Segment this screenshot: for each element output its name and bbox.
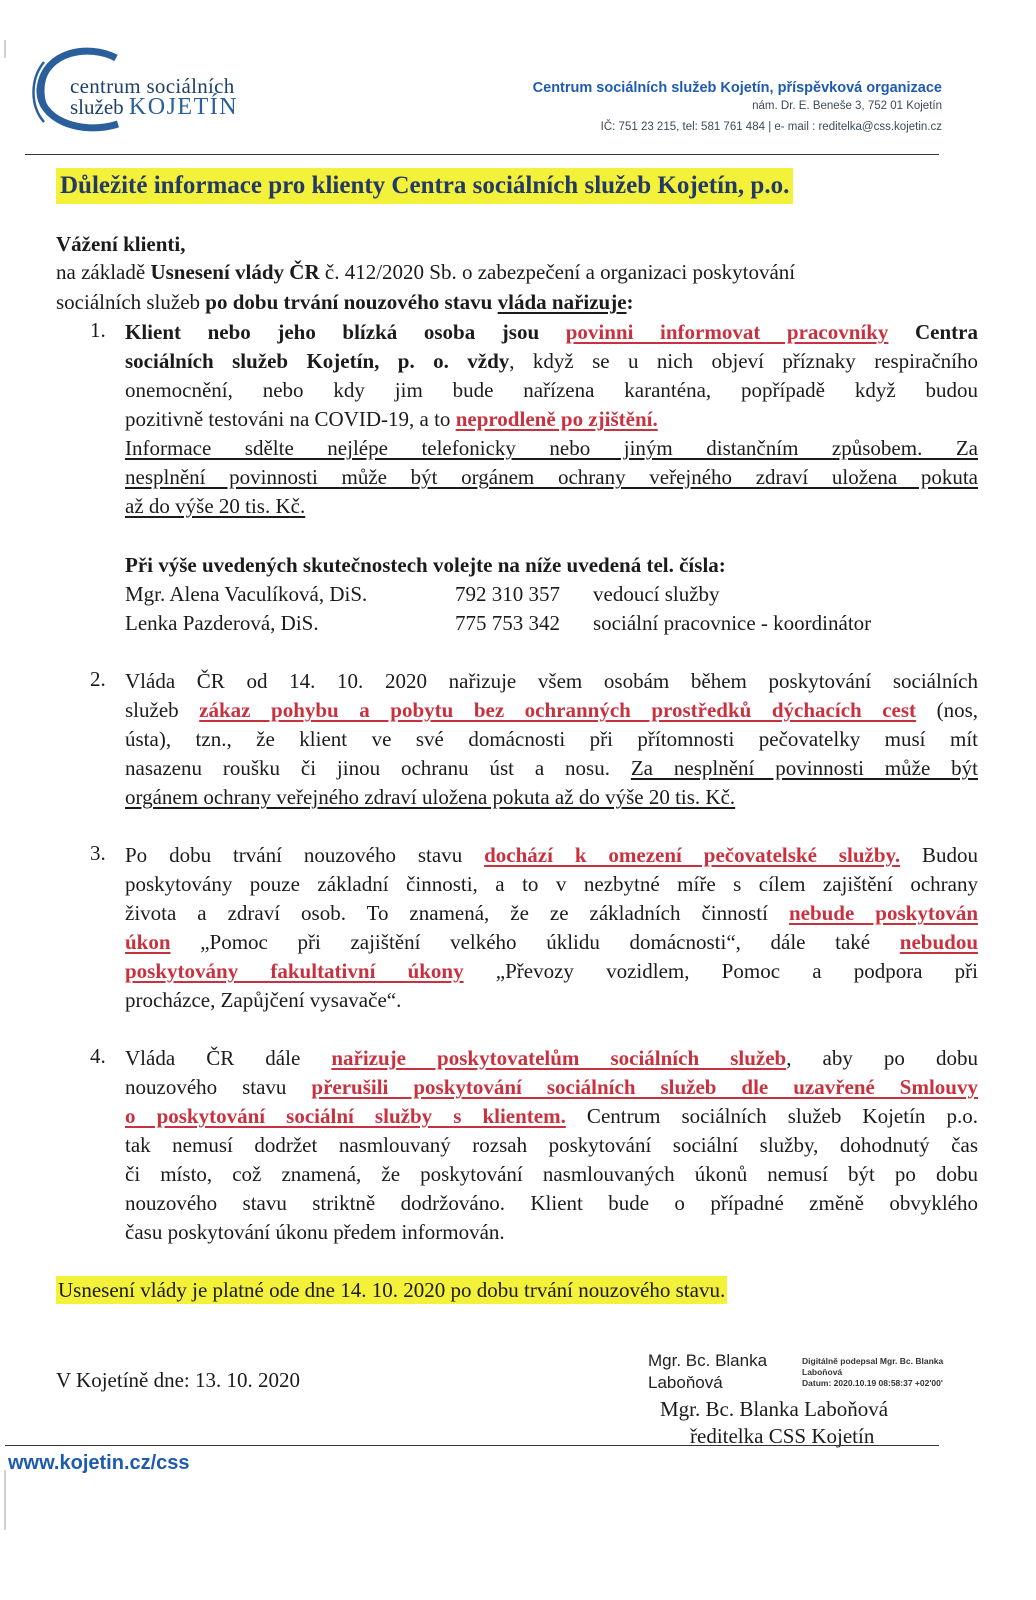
text-span: neprodleně po zjištění. [455,407,658,431]
text-span: „Převozy vozidlem, Pomoc a podpora při [463,959,979,983]
item-number-4: 4. [90,1044,106,1068]
item2-line-2 [125,696,978,726]
text-span: Vláda ČR dále [125,1046,332,1070]
contact-phone: 775 753 342 [455,611,560,635]
item4-line-2 [125,1073,978,1103]
text-span: nebude poskytován [788,901,978,925]
logo-text-small: služeb [70,95,124,119]
header-divider [25,154,939,155]
item4-line-4: tak nemusí dodržet nasmlouvaný rozsah poskytování sociální služby, dohodnutý čas [125,1133,978,1157]
contact-name: Lenka Pazderová, DiS. [125,611,319,635]
text-span: sociálních služeb [56,290,206,314]
text-span: , když se u nich objeví příznaky respiračního [509,349,978,373]
item-number-2: 2. [90,667,106,691]
text-span: úkon [125,930,171,954]
item1-line-1 [125,318,978,348]
highlighted-text: Usnesení vlády je platné ode dne 14. 10. 2020 po dobu trvání nouzového stavu. [58,1278,726,1302]
contacts-heading: Při výše uvedených skutečnostech volejte na níže uvedená tel. čísla: [125,553,726,577]
item2-line-3: ústa), tzn., že klient ve své domácnosti při přítomnosti pečovatelky musí mít [125,727,978,751]
text-span: dochází k omezení pečovatelské služby. [484,843,901,867]
text-span: : [626,290,634,314]
item2-line-1: Vláda ČR od 14. 10. 2020 nařizuje všem osobám během poskytování sociálních [125,669,978,693]
text-span: nasazenu roušku či jinou ochranu úst a nosu. [125,756,631,780]
text-span: Datum: 2020.10.19 08:58:37 +02'00' [802,1378,943,1388]
text-span: na základě [56,260,151,284]
text-span: , aby po dobu [786,1046,978,1070]
text-span: života a zdraví osob. To znamená, že ze základních činností [125,901,789,925]
item1-line-4 [125,405,658,435]
text-span: služeb [125,698,200,722]
text-span: nebudou [899,930,978,954]
footer-divider [5,1445,939,1446]
item1-line-6: nesplnění povinnosti může být orgánem ochrany veřejného zdraví uložena pokuta [125,465,978,489]
signatory-name: Mgr. Bc. Blanka Laboňová [660,1397,889,1421]
item3-line-3 [125,899,978,929]
text-span: po dobu trvání nouzového stavu [205,290,498,314]
item2-line-4 [125,754,978,784]
scan-edge-mark [4,1470,6,1530]
text-span: nouzového stavu [125,1075,312,1099]
footer-url-link[interactable]: www.kojetin.cz/css [8,1452,190,1474]
text-span: Po dobu trvání nouzového stavu [125,843,485,867]
item1-line-2 [125,347,978,377]
text-span: poskytovány fakultativní úkony [125,959,464,983]
item3-line-6: procházce, Zapůjčení vysavače“. [125,988,402,1012]
text-span: pozitivně testováni na COVID-19, a to [125,407,456,431]
logo-text-big: KOJETÍN [128,94,239,120]
org-address: nám. Dr. E. Beneše 3, 752 01 Kojetín [752,100,942,112]
contact-role: vedoucí služby [593,582,720,606]
scan-edge-mark [4,40,6,58]
item3-line-1 [125,841,978,871]
signatory-position: ředitelka CSS Kojetín [690,1424,875,1448]
text-span: zákaz pohybu a pobytu bez ochranných prostředků dýchacích cest [199,698,917,722]
item2-line-5: orgánem ochrany veřejného zdraví uložena pokuta až do výše 20 tis. Kč. [125,785,736,809]
item1-line-7: až do výše 20 tis. Kč. [125,494,306,518]
logo-text-line2 [70,94,238,121]
text-span: nařizuje poskytovatelům sociálních služeb [331,1046,787,1070]
text-span: Laboňová [648,1373,723,1392]
item-number-1: 1. [90,318,106,342]
intro-line-1 [56,258,795,288]
text-span: povinni informovat pracovníky [565,320,889,344]
text-span: Usnesení vlády ČR [150,260,320,284]
item-number-3: 3. [90,841,106,865]
item4-line-3 [125,1102,978,1132]
text-span: „Pomoc při zajištění velkého úklidu domácnosti“, dále také [170,930,900,954]
text-span: o poskytování sociální služby s klientem. [125,1104,566,1128]
text-span: Klient nebo jeho blízká osoba jsou [125,320,566,344]
text-span: Laboňová [802,1367,843,1377]
org-contact: IČ: 751 23 215, tel: 581 761 484 | e- mail : reditelka@css.kojetin.cz [600,121,942,133]
item3-line-4 [125,928,978,958]
intro-line-2 [56,288,634,318]
item1-line-3: onemocnění, nebo kdy jim bude nařízena karanténa, popřípadě když budou [125,378,978,402]
item4-line-7: času poskytování úkonu předem informován. [125,1220,505,1244]
place-date: V Kojetíně dne: 13. 10. 2020 [56,1368,301,1392]
item4-line-5: či místo, což znamená, že poskytování nasmlouvaných úkonů nemusí být po dobu [125,1162,978,1186]
text-span: vláda nařizuje [497,290,627,314]
text-span: (nos, [916,698,978,722]
text-span: sociálních služeb Kojetín, p. o. vždy [125,349,510,373]
item4-line-1 [125,1044,978,1074]
contact-role: sociální pracovnice - koordinátor [593,611,872,635]
greeting: Vážení klienti, [56,232,186,256]
digital-signature-info [802,1356,943,1389]
text-span: Budou [900,843,978,867]
item3-line-5 [125,957,978,987]
text-span: přerušili poskytování sociálních služeb dle uzavřené Smlouvy [311,1075,978,1099]
text-span: Digitálně podepsal Mgr. Bc. Blanka [802,1356,944,1366]
contact-phone: 792 310 357 [455,582,560,606]
text-span: Za nesplnění povinnosti může být [630,756,978,780]
text-span: Centrum sociálních služeb Kojetín p.o. [565,1104,978,1128]
text-span: Mgr. Bc. Blanka [648,1351,768,1370]
item3-line-2: poskytovány pouze základní činnosti, a to v nezbytné míře s cílem zajištění ochrany [125,872,978,896]
text-span: č. 412/2020 Sb. o zabezpečení a organizaci poskytování [319,260,796,284]
logo-text-line1: centrum sociálních [70,74,235,98]
item4-line-6: nouzového stavu striktně dodržováno. Klient bude o případné změně obvyklého [125,1191,978,1215]
validity-note [56,1276,727,1306]
org-name: Centrum sociálních služeb Kojetín, příspěvková organizace [532,80,942,96]
contact-name: Mgr. Alena Vaculíková, DiS. [125,582,368,606]
item1-line-5: Informace sdělte nejlépe telefonicky nebo jiným distančním způsobem. Za [125,436,978,460]
text-span: Centra [888,320,978,344]
signature-stamp-name [648,1350,767,1394]
page-title: Důležité informace pro klienty Centra sociálních služeb Kojetín, p.o. [56,168,793,204]
